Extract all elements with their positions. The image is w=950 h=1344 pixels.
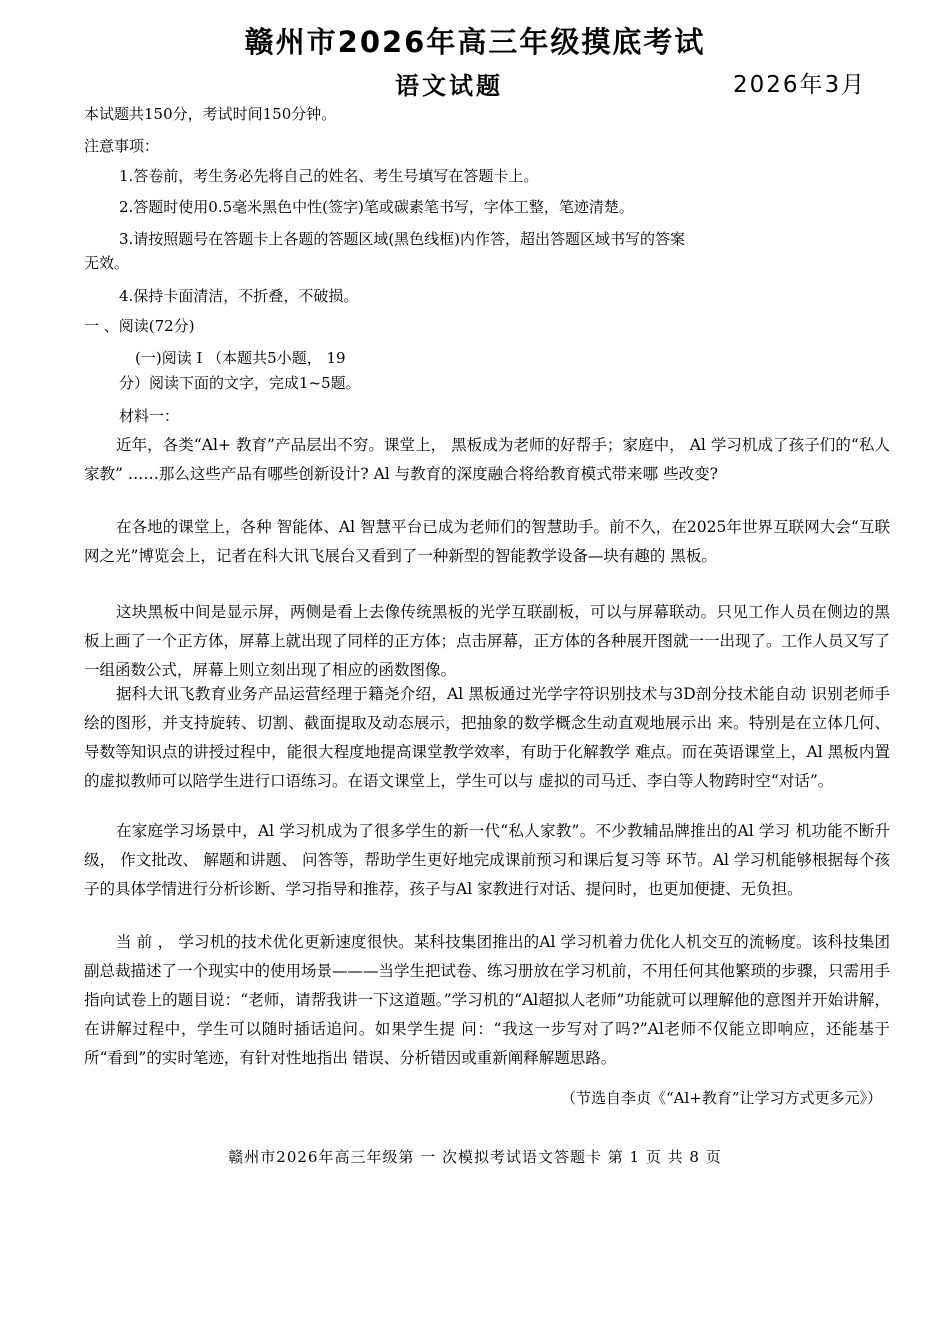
notice-item-1: 1.答卷前，考生务必先将自己的姓名、考生号填写在答题卡上。 bbox=[119, 167, 539, 185]
article-paragraph-2: 在各地的课堂上，各种 智能体、Al 智慧平台已成为老师们的智慧助手。前不久，在2025年世界互联网大会“互联网之光”博览会上，记者在科大讯飞展台又看到了一种新型的智能教学设备—块有趣的 黑板。 bbox=[84, 518, 890, 565]
notice-item-3: 3.请按照题号在答题卡上各题的答题区域(黑色线框)内作答，超出答题区域书写的答案 bbox=[119, 230, 686, 248]
subsection-line-2: 分）阅读下面的文字，完成1~5题。 bbox=[119, 374, 361, 392]
score-time-note: 本试题共150分，考试时间150分钟。 bbox=[84, 105, 337, 123]
page-footer: 赣州市2026年高三年级第 一 次模拟考试语文答题卡 第 1 页 共 8 页 bbox=[228, 1148, 722, 1166]
exam-date: 2026年3月 bbox=[733, 72, 867, 98]
subsection-line-1: (一)阅读 I （本题共5小题， 19 bbox=[135, 349, 346, 367]
article-paragraph-1: 近年，各类“Al+ 教育”产品层出不穷。课堂上， 黑板成为老师的好帮手；家庭中， Al 学习机成了孩子们的“私人家教” ……那么这些产品有哪些创新设计? Al 与教育的深度融合将给教育模式带来哪 些改变? bbox=[84, 436, 890, 483]
article-source: （节选自李贞《“Al+教育”让学习方式更多元》） bbox=[560, 1089, 882, 1107]
article-paragraph-6: 当 前 ， 学习机的技术优化更新速度很快。某科技集团推出的Al 学习机着力优化人机交互的流畅度。该科技集团副总裁描述了一个现实中的使用场景———当学生把试卷、练习册放在学习机前，不用任何其他繁琐的步骤，只需用手指向试卷上的题目说：“老师，请帮我讲一下这道题。”学习机的“Al超拟人老师”功能就可以理解他的意图并开始讲解，在讲解过程中，学生可以随时插话追问。如果学生提 问：“我这一步写对了吗?”Al老师不仅能立即响应，还能基于所“看到”的实时笔迹，有针对性地指出 错误、分析错因或重新阐释解题思路。 bbox=[84, 933, 891, 1067]
article-paragraph-4: 据科大讯飞教育业务产品运营经理于籍尧介绍，Al 黑板通过光学字符识别技术与3D剖分技术能自动 识别老师手绘的图形，并支持旋转、切割、截面提取及动态展示，把抽象的数学概念生动直观地展示出 来。特别是在立体几何、导数等知识点的讲授过程中，能很大程度地提高课堂教学效率，有助于化解教学 难点。而在英语课堂上，Al 黑板内置的虚拟教师可以陪学生进行口语练习。在语文课堂上，学生可以与 虚拟的司马迁、李白等人物跨时空“对话”。 bbox=[84, 685, 890, 790]
material-label: 材料一： bbox=[119, 407, 180, 425]
article-paragraph-3: 这块黑板中间是显示屏，两侧是看上去像传统黑板的光学互联副板，可以与屏幕联动。只见工作人员在侧边的黑板上画了一个正方体，屏幕上就出现了同样的正方体；点击屏幕，正方体的各种展开图就一一出现了。工作人员又写了一组函数公式，屏幕上则立刻出现了相应的函数图像。 bbox=[84, 603, 891, 679]
exam-subject-title: 语文试题 bbox=[395, 72, 503, 100]
exam-main-title: 赣州市2026年高三年级摸底考试 bbox=[244, 25, 706, 59]
notice-item-4: 4.保持卡面清洁，不折叠，不破损。 bbox=[119, 287, 359, 305]
article-paragraph-5: 在家庭学习场景中，Al 学习机成为了很多学生的新一代“私人家教”。不少教辅品牌推出的Al 学习 机功能不断升级， 作文批改、 解题和讲题、 问答等，帮助学生更好地完成课前预习和课后复习等 环节。Al 学习机能够根据每个孩子的具体学情进行分析诊断、学习指导和推荐，孩子与Al 家教进行对话、提问时，也更加便捷、无负担。 bbox=[84, 822, 890, 898]
notice-item-3-continued: 无效。 bbox=[84, 254, 130, 272]
notice-heading: 注意事项： bbox=[84, 137, 160, 155]
section-heading: 一 、阅读(72分) bbox=[84, 317, 195, 335]
notice-item-2: 2.答题时使用0.5毫米黑色中性(签字)笔或碳素笔书写，字体工整，笔迹清楚。 bbox=[119, 198, 634, 216]
